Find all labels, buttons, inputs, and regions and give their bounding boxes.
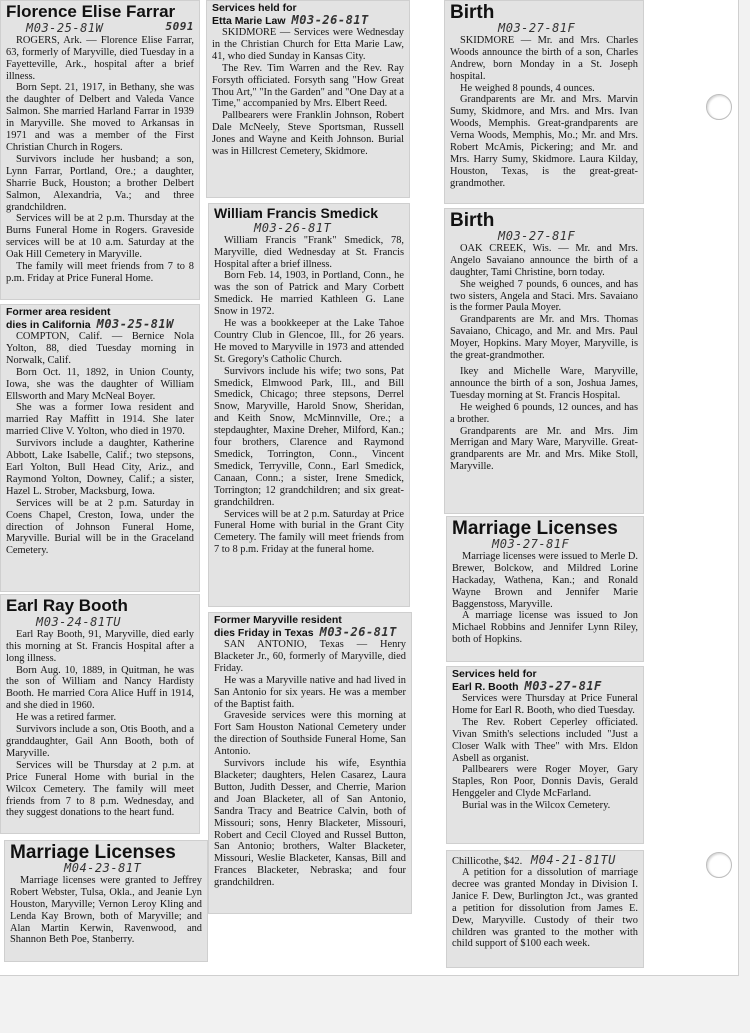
paragraph: Grandparents are Mr. and Mrs. Thomas Savaiano, Chicago, and Mr. and Mrs. Paul Moyer, Hopkins. Mary Moyer, Maryville, is the great-grandmother.: [450, 314, 638, 362]
clipping-body: [452, 693, 638, 812]
headline-text: Birth: [450, 210, 495, 231]
paragraph: She was a former Iowa resident and married Ray Maffitt in 1914. She later married Clive V. Yolton, who died in 1970.: [6, 402, 194, 438]
paragraph: Born Sept. 21, 1917, in Bethany, she was the daughter of Delbert and Valeda Vance Salmon. She married Harland Farrar in 1939 in Maryville. She moved to Arkansas in 1971 and was a member of the First Christian Church in Rogers.: [6, 82, 194, 153]
clipping-headline: [452, 853, 638, 867]
paragraph: Survivors include her husband; a son, Lynn Farrar, Portland, Ore.; a daughter, Sharrie Buck, Houston; a brother Delbert Salmon, Alexandria, Va.; and three grandchildren.: [6, 153, 194, 213]
paragraph: Grandparents are Mr. and Mrs. Jim Merrigan and Mary Ware, Maryville. Great-grandparents are Mr. and Mrs. Mike Stoll, Maryville.: [450, 425, 638, 473]
paragraph: SKIDMORE — Services were Wednesday in the Christian Church for Etta Marie Law, 41, who died Sunday in Kansas City.: [212, 27, 404, 62]
clipping-headline: Marriage Licenses: [10, 842, 176, 863]
headline-line: Services held for: [452, 668, 537, 680]
clipping-body: [452, 867, 638, 950]
paragraph: Survivors include his wife; two sons, Pat Smedick, Elmwood Park, Ill., and Bill Smedick, Chicago; three stepsons, Derrel Snow, Maryville, Harold Snow, Sheridan, and Keith Snow, McMinnville, Ore.; a stepdaughter, Maxine Dreher, Milford, Kan.; four brothers, Clarence and Raymond Smedick, Torrington, Conn., Vincent Smedick, Terryville, Conn., Earl Smedick, Canaan, Conn.; a sister, Irene Smedick, Torrington; 12 grandchildren; and six great-grandchildren.: [214, 365, 404, 508]
paragraph: Survivors include a son, Otis Booth, and a granddaughter, Gail Ann Booth, both of Maryville.: [6, 724, 194, 759]
handwritten-date-note: M03-24-81TU: [36, 614, 121, 629]
headline-line: Earl R. Booth: [452, 681, 519, 694]
paragraph: The Rev. Tim Warren and the Rev. Ray Forsyth officiated. Forsyth sang "How Great Thou Art," "In the Garden" and "One Day at a Time," accompanied by Mrs. Elbert Reed.: [212, 62, 404, 110]
clipping-headline: Marriage Licenses: [452, 518, 618, 539]
services-law: [206, 0, 410, 198]
paragraph: Burial was in the Wilcox Cemetery.: [462, 800, 611, 812]
clipping-body: [450, 35, 638, 190]
handwritten-date-note: M03-26-81T: [291, 13, 369, 28]
paragraph: COMPTON, Calif. — Bernice Nola Yolton, 88, died Tuesday morning in Norwalk, Calif.: [6, 331, 194, 366]
paragraph: The family will meet friends from 7 to 8 p.m. Friday at Price Funeral Home.: [6, 261, 194, 284]
clipping-headline: [450, 3, 638, 23]
clipping-headline: [6, 307, 194, 331]
paragraph: Born Feb. 14, 1903, in Portland, Conn., he was the son of Patrick and Mary Corbett Smedick. He married Kathleen G. Lane Snow in 1972.: [214, 270, 404, 318]
paragraph: Born Aug. 10, 1889, in Quitman, he was the son of William and Nancy Hardisty Booth. He married Cora Alice Huff in 1914, and she died in 1960.: [6, 664, 194, 712]
paragraph: He was a retired farmer.: [16, 712, 117, 724]
clipping-headline: [214, 615, 406, 639]
birth-announcement-savaiano: [444, 208, 644, 514]
paragraph: Marriage licenses were issued to Merle D. Brewer, Bolckow, and Mildred Lorine Hackaday, Wathena, Kan.; and Ronald Wayne Brown and Jennifer Marie Baggenstoss, Maryville.: [452, 550, 638, 610]
clipping-headline: Earl Ray Booth: [6, 596, 128, 615]
paragraph: Earl Ray Booth, 91, Maryville, died early this morning at St. Francis Hospital after a long illness.: [6, 628, 194, 664]
paragraph: He was a bookkeeper at the Lake Tahoe Country Club in Glencoe, Ill., for 26 years. He moved to Maryville in 1973 and attended St. Gregory's Catholic Church.: [214, 318, 404, 365]
paragraph: Pallbearers were Roger Moyer, Gary Staples, Ron Poor, Donnis Davis, Gerald Henggeler and Clyde McFarland.: [452, 764, 638, 800]
services-booth: [446, 666, 644, 844]
paragraph: Services will be Thursday at 2 p.m. at Price Funeral Home with burial in the Wilcox Cemetery. The family will meet friends from 7 to 8 p.m. Wednesday, and they suggest donations to the heart fund.: [6, 759, 194, 819]
headline-line: dies in California: [6, 319, 91, 332]
headline-line: dies Friday in Texas: [214, 627, 314, 640]
clipping-body: [6, 331, 194, 557]
paragraph: He weighed 6 pounds, 12 ounces, and has a brother.: [450, 401, 638, 425]
paragraph: Services will be at 2 p.m. Saturday in Coens Chapel, Creston, Iowa, under the direction of Johnson Funeral Home, Maryville. Burial will be in the Graceland Cemetery.: [6, 497, 194, 557]
paragraph: Pallbearers were Franklin Johnson, Robert Dale McNeely, Steve Sportsman, Russell Jones and Wayne and Keith Johnson. Burial was in Hillcrest Cemetery, Skidmore.: [212, 110, 404, 158]
paragraph: He was a Maryville native and had lived in San Antonio for six years. He was a member of the Baptist faith.: [214, 674, 406, 710]
headline-text: Florence Elise Farrar: [6, 2, 176, 21]
paragraph: Services will be at 2 p.m. Saturday at Price Funeral Home with burial in the Grant City Cemetery. The family will meet friends from 7 to 8 p.m. Friday at the funeral home.: [214, 508, 404, 556]
handwritten-date-note: M03-27-81F: [498, 228, 576, 243]
paragraph: Ikey and Michelle Ware, Maryville, announce the birth of a son, Joshua James, Tuesday morning at St. Francis Hospital.: [450, 366, 638, 401]
paragraph: He weighed 8 pounds, 4 ounces.: [460, 82, 595, 94]
binder-hole-bottom: [706, 852, 732, 878]
paragraph: A petition for a dissolution of marriage decree was granted Monday in Division I. Janice F. Dew, Burlington Jct., was granted a petition for dissolution from James E. Dew, Maryville. Custody of their two children was granted to the mother with child support of $100 each week.: [452, 867, 638, 950]
clipping-headline: [212, 3, 404, 27]
handwritten-date-note: M03-26-81T: [254, 220, 332, 235]
birth-announcement-woods: [444, 0, 644, 204]
clipping-body: [10, 875, 202, 946]
handwritten-date-note: M03-27-81F: [498, 20, 576, 35]
clipping-body: [452, 551, 638, 646]
paragraph: Graveside services were this morning at Fort Sam Houston National Cemetery under the direction of Southside Funeral Home, San Antonio.: [214, 710, 406, 758]
headline-text: Birth: [450, 2, 495, 23]
clipping-body: [214, 235, 404, 556]
headline-line: Former area resident: [6, 306, 111, 318]
paragraph: SKIDMORE — Mr. and Mrs. Charles Woods announce the birth of a son, Charles Andrew, born Monday in a St. Joseph hospital.: [450, 34, 638, 82]
clipping-body: [6, 629, 194, 820]
clipping-body: [6, 35, 194, 285]
handwritten-note-corner: 5091: [165, 19, 194, 33]
headline-line: Services held for: [212, 2, 297, 14]
clipping-headline: [450, 211, 638, 231]
paragraph: Services were Thursday at Price Funeral Home for Earl R. Booth, who died Tuesday.: [452, 693, 638, 716]
handwritten-date-note: M04-23-81T: [64, 860, 142, 875]
paragraph: Marriage licenses were granted to Jeffrey Robert Webster, Tulsa, Okla., and Jeanie Lyn Houston, Maryville; Vernon Leroy Kling and Lenda Kay Brown, both of Maryville; and Alan Martin Kerwin, Ravenwood, and Shannon Beth Poe, Stanberry.: [10, 874, 202, 946]
clipping-body: [214, 639, 406, 889]
paragraph: The Rev. Robert Ceperley officiated. Vivan Smith's selections included "Just a Closer Walk with Thee" with Mrs. Eldon Asbell as organist.: [452, 716, 638, 764]
handwritten-date-note: M04-21-81TU: [530, 853, 616, 867]
paragraph: ROGERS, Ark. — Florence Elise Farrar, 63, formerly of Maryville, died Tuesday in a Fayetteville, Ark., hospital after a brief illness.: [6, 34, 194, 82]
clipping-body: [212, 27, 404, 158]
obituary-blacketer: [208, 612, 412, 914]
handwritten-date-note: M03-27-81F: [524, 679, 602, 694]
handwritten-date-note: M03-26-81T: [319, 625, 397, 640]
paragraph: Born Oct. 11, 1892, in Union County, Iowa, she was the daughter of William Ellsworth and Mary McNeal Boyer.: [6, 366, 194, 402]
headline-line: Etta Marie Law: [212, 15, 286, 28]
binder-hole-top: [706, 94, 732, 120]
clipping-headline: William Francis Smedick: [214, 205, 379, 221]
clipping-headline: [452, 669, 638, 693]
marriage-licenses-right: [446, 516, 644, 662]
paragraph: Survivors include his wife, Esynthia Blacketer; daughters, Helen Casarez, Laura Button, Judith Desser, and Cherrie, Marion and Joan Blacketer, all of San Antonio, Sandra Tracy and Beatrice Calvin, both of Missouri; sons, Henry Blacketer, Missouri, Robert and Cecil Cloyed and Russel Button, San Antonio; brothers, Walter Blacketer, Missouri, Weslie Blacketer, Kansas, Bill and Frances Blacketer, Nebraska; and four grandchildren.: [214, 758, 406, 889]
handwritten-date-note: M03-25-81W: [26, 20, 104, 35]
obituary-booth: [0, 594, 200, 834]
headline-line: Former Maryville resident: [214, 614, 342, 626]
obituary-farrar: [0, 0, 200, 300]
handwritten-date-note: M03-27-81F: [492, 536, 570, 551]
paragraph: William Francis "Frank" Smedick, 78, Maryville, died Wednesday at St. Francis Hospital after a brief illness.: [214, 234, 404, 270]
paragraph: SAN ANTONIO, Texas — Henry Blacketer Jr., 60, formerly of Maryville, died Friday.: [214, 639, 406, 674]
paragraph: Services will be at 2 p.m. Thursday at the Burns Funeral Home in Rogers. Graveside services will be at 10 a.m. Saturday at the Oak Hill Cemetery in Maryville.: [6, 213, 194, 261]
paragraph: She weighed 7 pounds, 6 ounces, and has two sisters, Angela and Staci. Mrs. Savaiano is the former Paula Moyer.: [450, 278, 638, 314]
marriage-licenses-left: [4, 840, 208, 962]
lead-text: Chillicothe, $42.: [452, 856, 523, 867]
paragraph: OAK CREEK, Wis. — Mr. and Mrs. Angelo Savaiano announce the birth of a daughter, Tami Christine, born today.: [450, 242, 638, 278]
handwritten-date-note: M03-25-81W: [96, 317, 174, 332]
dissolution-dew: [446, 850, 644, 968]
obituary-yolton: [0, 304, 200, 592]
clipping-body: [450, 243, 638, 473]
paragraph: Grandparents are Mr. and Mrs. Marvin Sumy, Skidmore, and Mrs. and Mrs. Ivan Woods, Memphis. Great-grandparents are Verna Woods, Memphis, Mo.; Mr. and Mrs. Robert McAmis, Pickering; and Mr. and Mrs. Harry Sumy, Skidmore. Laura Kilday, Houston, Texas, is the great-great-grandmother.: [450, 94, 638, 189]
paragraph: Survivors include a daughter, Katherine Abbott, Lake Isabelle, Calif.; two stepsons, Earl Yolton, Bull Head City, Ariz., and Raymond Yolton, Downey, Calif.; a sister, Hazel L. Strober, Macksburg, Iowa.: [6, 438, 194, 497]
obituary-smedick: [208, 203, 410, 607]
paragraph: A marriage license was issued to Jon Michael Robbins and Jennifer Lynn Riley, both of Hopkins.: [452, 610, 638, 646]
